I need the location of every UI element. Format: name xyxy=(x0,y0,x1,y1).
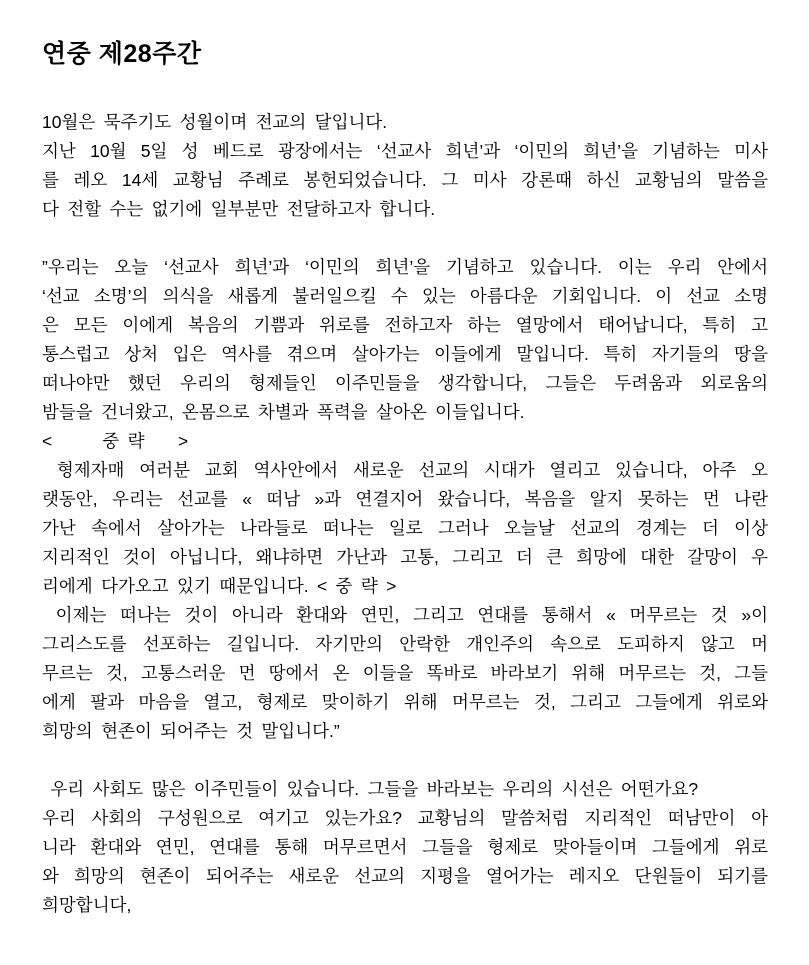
text-line: 와 희망의 현존이 되어주는 새로운 선교의 지평을 열어가는 레지오 단원들이 되기를 xyxy=(42,866,768,886)
text-line: 가난 속에서 살아가는 나라들로 떠나는 일로 그러나 오늘날 선교의 경계는 더 이상 xyxy=(42,518,768,538)
text-line: 에게 팔과 마음을 열고, 형제로 맞이하기 위해 머무르는 것, 그리고 그들에게 위로와 xyxy=(42,692,768,712)
text-line: 통스럽고 상처 입은 역사를 겪으며 살아가는 이들에게 말입니다. 특히 자기들의 땅을 xyxy=(42,344,768,364)
text-line: 우리 사회의 구성원으로 여기고 있는가요? 교황님의 말씀처럼 지리적인 떠남만이 아 xyxy=(42,808,768,828)
text-line: 니라 환대와 연민, 연대를 통해 머무르면서 그들을 형제로 맞아들이며 그들에게 위로 xyxy=(42,837,768,857)
text-line: 밤들을 건너왔고, 온몸으로 차별과 폭력을 살아온 이들입니다. xyxy=(42,402,525,422)
text-line: 무르는 것, 고통스러운 먼 땅에서 온 이들을 똑바로 바라보기 위해 머무르는 것, 그들 xyxy=(42,663,768,683)
text-line: 형제자매 여러분 교회 역사안에서 새로운 선교의 시대가 열리고 있습니다, 아주 오 xyxy=(42,460,768,480)
text-line: < 중 략 > xyxy=(42,431,189,451)
text-line: 지난 10월 5일 성 베드로 광장에서는 ‘선교사 희년’과 ‘이민의 희년’을 기념하는 미사 xyxy=(42,141,768,161)
text-line: 다 전할 수는 없기에 일부분만 전달하고자 합니다. xyxy=(42,199,436,219)
document-body xyxy=(42,108,768,920)
text-line: 이제는 떠나는 것이 아니라 환대와 연민, 그리고 연대를 통해서 « 머무르는 것 »이 xyxy=(42,605,768,625)
text-line: ”우리는 오늘 ‘선교사 희년’과 ‘이민의 희년’을 기념하고 있습니다. 이는 우리 안에서 xyxy=(42,257,768,277)
text-line: 우리 사회도 많은 이주민들이 있습니다. 그들을 바라보는 우리의 시선은 어떤가요? xyxy=(42,779,699,799)
text-line: 10월은 묵주기도 성월이며 전교의 달입니다. xyxy=(42,112,388,132)
text-line: 떠나야만 했던 우리의 형제들인 이주민들을 생각합니다, 그들은 두려움과 외로움의 xyxy=(42,373,768,393)
text-line: 리에게 다가오고 있기 때문입니다. < 중 략 > xyxy=(42,576,397,596)
text-line: ‘선교 소명’의 의식을 새롭게 불러일으킬 수 있는 아름다운 기회입니다. 이 선교 소명 xyxy=(42,286,768,306)
blank-line xyxy=(42,746,768,775)
text-line: 은 모든 이에게 복음의 기쁨과 위로를 전하고자 하는 열망에서 태어납니다, 특히 고 xyxy=(42,315,768,335)
blank-line xyxy=(42,224,768,253)
text-line: 희망합니다, xyxy=(42,895,132,915)
text-line: 희망의 현존이 되어주는 것 말입니다.” xyxy=(42,721,340,741)
text-line: 지리적인 것이 아닙니다, 왜냐하면 가난과 고통, 그리고 더 큰 희망에 대한 갈망이 우 xyxy=(42,547,768,567)
text-line: 를 레오 14세 교황님 주례로 봉헌되었습니다. 그 미사 강론때 하신 교황님의 말씀을 xyxy=(42,170,768,190)
text-line: 그리스도를 선포하는 길입니다. 자기만의 안락한 개인주의 속으로 도피하지 않고 머 xyxy=(42,634,768,654)
text-line: 랫동안, 우리는 선교를 « 떠남 »과 연결지어 왔습니다, 복음을 알지 못하는 먼 나란 xyxy=(42,489,768,509)
page-title: 연중 제28주간 xyxy=(42,40,202,68)
